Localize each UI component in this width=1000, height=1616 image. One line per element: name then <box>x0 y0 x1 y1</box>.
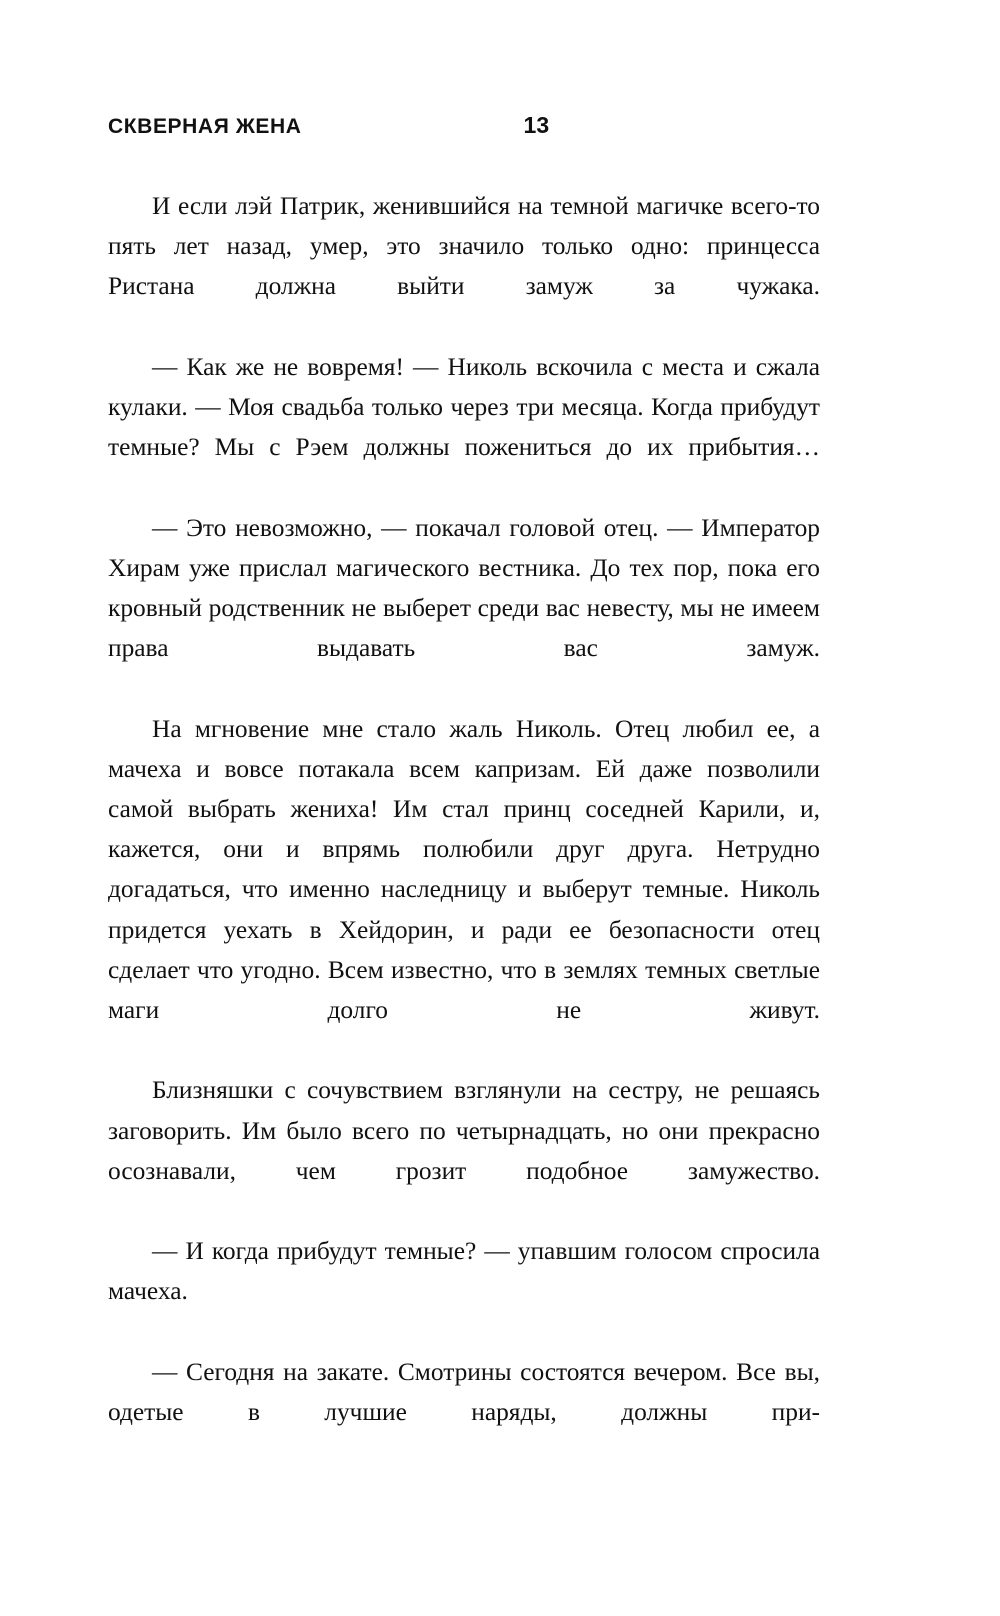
paragraph: — Как же не вовремя! — Николь вскочила с места и сжала кулаки. — Моя свадьба только через три месяца. Когда прибудут темные? Мы с Рэем должны пожениться до их прибытия… <box>108 352 820 462</box>
paragraph: — И когда прибудут темные? — упавшим голосом спросила мачеха. <box>108 1237 820 1306</box>
page-number: 13 <box>523 112 550 138</box>
body-text <box>108 186 820 1473</box>
paragraph: Близняшки с сочувствием взглянули на сестру, не решаясь заговорить. Им было всего по четырнадцать, но они прекрасно осознавали, чем грозит подобное замужество. <box>108 1076 820 1185</box>
page-content <box>108 112 820 1473</box>
running-head-title: СКВЕРНАЯ ЖЕНА <box>108 115 302 138</box>
running-head <box>108 112 820 142</box>
paragraph: — Сегодня на закате. Смотрины состоятся вечером. Все вы, одетые в лучшие наряды, должны при- <box>108 1357 820 1427</box>
paragraph: И если лэй Патрик, женившийся на темной магичке всего-то пять лет назад, умер, это значило только одно: принцесса Ристана должна выйти замуж за чужака. <box>108 192 820 301</box>
paragraph: — Это невозможно, — покачал головой отец. — Император Хирам уже прислал магического вестника. До тех пор, пока его кровный родственник не выберет среди вас невесту, мы не имеем права выдавать вас замуж. <box>108 513 820 663</box>
paragraph: На мгновение мне стало жаль Николь. Отец любил ее, а мачеха и вовсе потакала всем капризам. Ей даже позволили самой выбрать жениха! Им стал принц соседней Карили, и, кажется, они и впрямь полюбили друг друга. Нетрудно догадаться, что именно наследницу и выберут темные. Николь придется уехать в Хейдорин, и ради ее безопасности отец сделает что угодно. Всем известно, что в землях темных светлые маги долго не живут. <box>108 714 820 1025</box>
